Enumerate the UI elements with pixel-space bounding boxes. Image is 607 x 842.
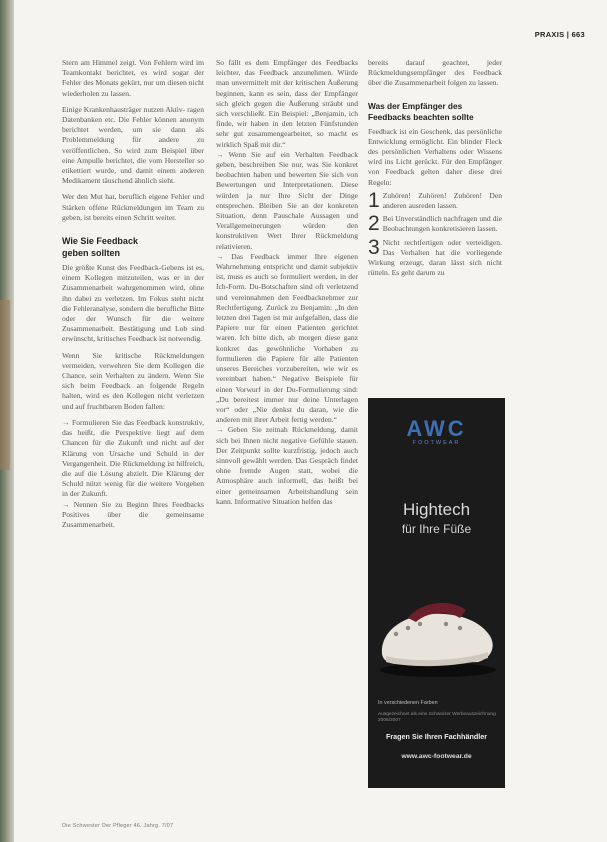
- paragraph: → Das Feedback immer Ihre eigenen Wahrnehmung entspricht und damit subjektiv ist, muss es auch so formuliert werden, in der Ich-Form. Du-Botschaften sind oft verletzend und vereinnahmen den Feedbacknehmer zur Rechtfertigung. Zurück zu Benjamin: „In den letzten drei Tagen ist mir aufgefallen, dass die Papiere nur für einen Patienten gerichtet waren. Ich bitte dich, ab morgen diese ganz konkret das gewöhnliche Vorhaben zu formulieren die Papiere für alle Patienten unseres Bereiches vorzubereiten, wie wir es vereinbart haben.“ Negative Beispiele für einen Vorwurf in der Du-Formulierung sind: „Du bereitest immer nur deine Unterlagen vor“ oder „Nie denkst du daran, wie die anderen mit ihrer Arbeit fertig werden.“: [216, 251, 358, 425]
- advertisement[interactable]: [368, 398, 505, 788]
- section-heading-feedback-geben: Wie Sie Feedback geben sollten: [62, 236, 138, 259]
- paragraph: Einige Krankenhausträger nutzen Aktiv- ragen Datenbanken etc. Die Fehler können anonym berichtet werden, um sie dann als Problemmeldung für andere zu veröffentlichen. So wird zum Beispiel über eine Ampulle berichtet, die vom Hersteller so etikettiert wurde, und damit einem anderen Medikament täuschend ähnlich sieht.: [62, 104, 204, 186]
- list-item-text: Nicht rechtfertigen oder verteidigen. Das Verhalten hat die vorliegende Wirkung erzeugt, daran lässt sich nicht rütteln. Es geht darum zu: [368, 237, 502, 278]
- column-3: [368, 58, 502, 278]
- paragraph: So fällt es dem Empfänger des Feedbacks leichter, das Feedback anzunehmen. Würde man unvermittelt mit der kritischen Äußerung beginnen, kann es sein, dass der Empfänger sich gleich gegen die Äußerung sträubt und sich verschließt. Ein Beispiel: „Benjamin, ich finde, wir haben in den letzten Fünfstunden sehr gut zusammengearbeitet, so macht es wirklich Spaß mit dir.“: [216, 58, 358, 149]
- ad-call-to-action: Fragen Sie Ihren Fachhändler: [385, 732, 488, 741]
- brand-logo: AWC: [406, 416, 467, 441]
- running-head: PRAXIS | 663: [534, 30, 585, 39]
- paragraph: → Nennen Sie zu Beginn Ihres Feedbacks Positives über die gemeinsame Zusammenarbeit.: [62, 499, 204, 529]
- list-number: 2: [368, 214, 380, 235]
- list-item-text: Bei Unverständlich nachfragen und die Beobachtungen konkretisieren lassen.: [382, 214, 502, 234]
- ad-headline: Hightech: [402, 500, 471, 519]
- list-item: [368, 238, 502, 279]
- list-item-text: Zuhören! Zuhören! Zuhören! Den anderen ausreden lassen.: [382, 190, 502, 211]
- paragraph: Wenn Sie kritische Rückmeldungen vermeiden, verwehren Sie dem Kollegen die Chance, sein Verhalten zu ändern. Wenn Sie sich beim Feedback an folgende Regeln halten, wird es den Kollegen nicht verletzen und auf fruchtbaren Boden fallen:: [62, 350, 204, 411]
- ad-award-note: Ausgezeichnet als eine Schweizer Werbeauszeichnung 2006/2007: [378, 712, 496, 723]
- page-footer: Die Schwester Der Pfleger 46. Jahrg. 7/07: [62, 823, 174, 829]
- paragraph: Stern am Himmel zeigt. Von Fehlern wird im Teamkontakt berichtet, es wird sogar der Fehler des Monats gekürt, nur um diesen nicht wiederholen zu lassen.: [62, 58, 204, 98]
- brand-subline: FOOTWEAR: [412, 440, 461, 446]
- ad-subheadline: für Ihre Füße: [401, 522, 472, 536]
- list-item: [368, 191, 502, 211]
- paragraph: → Formulieren Sie das Feedback konstruktiv, das heißt, die Perspektive liegt auf dem Chancen für die Zukunft und nicht auf der Klärung von Ursache und Schuld in der Vergangenheit. Die Rückmeldung ist hilfreich, die auf die Lösung abzielt. Die Klärung der Schuld nützt wenig für die weitere Vorgehen in der Zukunft.: [62, 417, 204, 499]
- paragraph: → Geben Sie zeitnah Rückmeldung, damit sich bei Ihnen nicht negative Gefühle stauen. Der Zeitpunkt sollte kurzfristig, jedoch auch sinnvoll gewählt werden. Das Gespräch findet ohne fremde Augen statt, wobei die Atmosphäre auch informell, das heißt bei einer gemeinsamen Arbeitshandlung sein kann. Informative Situation helfen das: [216, 425, 358, 506]
- paragraph: bereits darauf geachtet, jeder Rückmeldungsempfänger des Feedback über die Zusammenarbeit folgen zu lassen.: [368, 58, 502, 88]
- column-2: [216, 58, 358, 507]
- ad-tagline: In verschiedenen Farben: [378, 700, 438, 706]
- paragraph: Die größte Kunst des Feedback-Gebens ist es, einem Kollegen mitzuteilen, was er in der Zusammenarbeit wahrgenommen wird, ohne ihn dabei zu verletzen. Im Fokus steht nicht die Fehleranalyse, sondern die berufliche Bitte oder der Wunsch für die weitere Zusammenarbeit. Bestätigung und Lob sind erwünscht, kritisches Feedback ist notwendig.: [62, 263, 204, 344]
- list-number: 1: [368, 190, 380, 212]
- clog-shoe-image: [368, 558, 505, 698]
- section-heading-empfaenger: Was der Empfänger des Feedbacks beachten sollte: [368, 100, 474, 122]
- paragraph: Wer den Mut hat, beruflich eigene Fehler und Stärken offene Rückmeldungen im Team zu geben, ist bereits einen Schritt weiter.: [62, 192, 204, 222]
- list-number: 3: [368, 237, 380, 259]
- ad-url-link[interactable]: www.awc-footwear.de: [401, 753, 472, 760]
- column-1: [62, 58, 204, 530]
- paragraph: Feedback ist ein Geschenk, das persönliche Entwicklung ermöglicht. Ein blinder Fleck des persönlichen Verhaltens oder Wissens wird ins Licht gerückt. Für den Empfänger von Feedback gelten daher diese drei Regeln:: [368, 126, 502, 187]
- list-item: [368, 214, 502, 234]
- paragraph: → Wenn Sie auf ein Verhalten Feedback geben, beschreiben Sie nur, was Sie konkret beobachten haben und bewerten Sie sich von Bewertungen und Interpretationen. Diese würden ja nur Ihre Sicht der Dinge entsprechen. Bleiben Sie an der konkreten Situation, denn Pauschale Aussagen und Verallgemeinerungen würden den konstruktiven Wert Ihrer Rückmeldung relativieren.: [216, 149, 358, 251]
- left-page-edge: [0, 0, 14, 842]
